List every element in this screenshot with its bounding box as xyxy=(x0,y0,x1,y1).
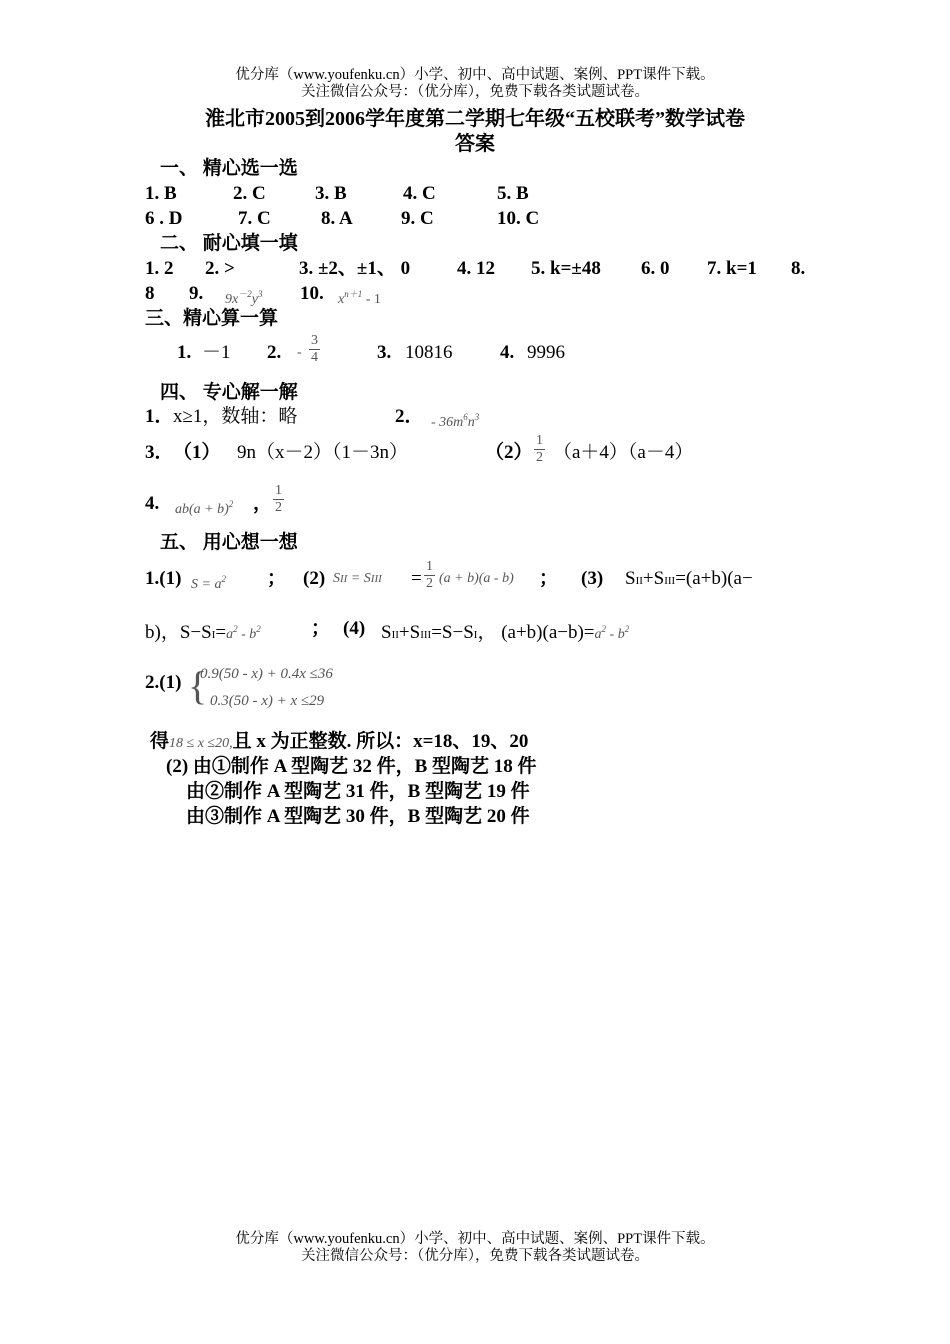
solve-3-part-2-label: （2） xyxy=(485,442,533,463)
calc-1-label: 1. xyxy=(177,342,192,363)
fill-1: 1. 2 xyxy=(145,258,174,279)
section-2-heading: 二、 耐心填一填 xyxy=(160,233,298,254)
solve-4-separator: ， xyxy=(253,493,273,514)
fill-4: 4. 12 xyxy=(457,258,495,279)
answer-6: 6 . D xyxy=(145,208,183,229)
answer-2: 2. C xyxy=(233,183,266,204)
fill-9-expr: $9x^{-2}y^3$ xyxy=(225,289,263,307)
fill-5: 5. k=±48 xyxy=(531,258,601,279)
think-1-2-equals: = xyxy=(411,568,422,589)
answer-4: 4. C xyxy=(403,183,436,204)
think-1-2-rhs: (a + b)(a - b) xyxy=(439,571,514,586)
system-inequality-2: 0.3(50 - x) + x ≤29 xyxy=(210,693,325,709)
calc-3-value: 10816 xyxy=(405,342,453,363)
solve-2-expr: - $36m^6n^3$ xyxy=(431,412,480,430)
think-2-plan-1: (2) 由①制作 A 型陶艺 32 件，B 型陶艺 18 件 xyxy=(166,756,537,777)
header-line-2: 关注微信公众号：（优分库），免费下载各类试题试卷。 xyxy=(301,84,649,100)
answer-1: 1. B xyxy=(145,183,177,204)
solve-4-expr: $ab(a + b)^2$ xyxy=(175,499,234,517)
title-line-2: 答案 xyxy=(455,133,495,155)
think-1-2-label: (2) xyxy=(303,568,326,589)
solve-3-part-1-label: （1） xyxy=(173,442,221,463)
think-2-result: 得18 ≤ x ≤20,且 x 为正整数. 所以：x=18、19、20 xyxy=(150,731,529,752)
answer-8: 8. A xyxy=(321,208,353,229)
fill-10-expr: $x^{n+1} - 1$ xyxy=(338,289,381,307)
think-1-1-expr: $S = a^2$ xyxy=(191,574,226,592)
footer-line-2: 关注微信公众号：（优分库），免费下载各类试题试卷。 xyxy=(301,1248,649,1264)
think-1-4-label: (4) xyxy=(343,618,366,639)
solve-3-label: 3． xyxy=(145,442,174,463)
solve-1-label: 1． xyxy=(145,406,174,427)
fill-8-value: 8 xyxy=(145,283,155,304)
solve-1-text: x≥1，数轴：略 xyxy=(173,406,298,427)
solve-4-fraction: $\frac{1}{2}$ xyxy=(275,483,282,515)
header-line-1: 优分库（www.youfenku.cn）小学、初中、高中试题、案例、PPT课件下载。 xyxy=(235,67,715,83)
system-brace: { xyxy=(188,663,208,708)
solve-3-part-2-text: （a＋4）（a－4） xyxy=(553,442,694,463)
section-4-heading: 四、 专心解一解 xyxy=(160,382,298,403)
fill-6: 6. 0 xyxy=(641,258,670,279)
think-1-2-lhs: SII = SIII xyxy=(333,571,382,586)
think-1-1-semicolon: ； xyxy=(267,568,287,589)
solve-4-label: 4. xyxy=(145,493,160,514)
fill-9-label: 9. xyxy=(189,283,204,304)
fill-10-label: 10. xyxy=(300,283,324,304)
fill-7: 7. k=1 xyxy=(707,258,757,279)
think-1-3-continued: b)，$S-SI=a^2 - b^2$ xyxy=(145,622,261,643)
title-line-1: 淮北市2005到2006学年度第二学期七年级“五校联考”数学试卷 xyxy=(205,108,745,130)
system-inequality-1: 0.9(50 - x) + 0.4x ≤36 xyxy=(200,666,333,682)
answer-9: 9. C xyxy=(401,208,434,229)
calc-2-sign: - xyxy=(297,345,302,360)
answer-10: 10. C xyxy=(497,208,540,229)
fill-2: 2. > xyxy=(205,258,235,279)
answer-3: 3. B xyxy=(315,183,347,204)
think-1-2-semicolon: ； xyxy=(539,568,559,589)
calc-2-fraction: $\frac{3}{4}$ xyxy=(311,333,318,365)
answer-7: 7. C xyxy=(238,208,271,229)
calc-2-label: 2. xyxy=(267,342,282,363)
footer-line-1: 优分库（www.youfenku.cn）小学、初中、高中试题、案例、PPT课件下载。 xyxy=(235,1231,715,1247)
solve-3-fraction: $\frac{1}{2}$ xyxy=(536,433,543,465)
think-1-3-semicolon: ； xyxy=(311,618,331,639)
think-1-1-label: 1.(1) xyxy=(145,568,182,589)
think-2-1-label: 2.(1) xyxy=(145,672,182,693)
section-3-heading: 三、精心算一算 xyxy=(145,308,279,329)
section-5-heading: 五、 用心想一想 xyxy=(160,532,298,553)
think-2-plan-3: 由③制作 A 型陶艺 30 件，B 型陶艺 20 件 xyxy=(186,806,530,827)
think-1-4-text: SII+SIII=S−SI， $(a+b)(a-b)=a^2 - b^2$ xyxy=(381,622,630,643)
think-2-plan-2: 由②制作 A 型陶艺 31 件，B 型陶艺 19 件 xyxy=(186,781,530,802)
section-1-heading: 一、 精心选一选 xyxy=(160,158,298,179)
fill-3: 3. ±2、±1、 0 xyxy=(299,258,411,279)
calc-4-value: 9996 xyxy=(527,342,565,363)
calc-4-label: 4. xyxy=(500,342,515,363)
think-1-2-fraction: $\frac{1}{2}$ xyxy=(426,559,433,591)
solve-2-label: 2． xyxy=(395,406,424,427)
think-1-3-text: SII+SIII=(a+b)(a− xyxy=(625,568,753,589)
solve-3-part-1-text: 9n（x－2）（1－3n） xyxy=(237,442,409,463)
answer-5: 5. B xyxy=(497,183,529,204)
fill-8: 8. xyxy=(791,258,806,279)
calc-1-value: －1 xyxy=(202,342,231,363)
think-1-3-label: (3) xyxy=(581,568,604,589)
calc-3-label: 3. xyxy=(377,342,392,363)
